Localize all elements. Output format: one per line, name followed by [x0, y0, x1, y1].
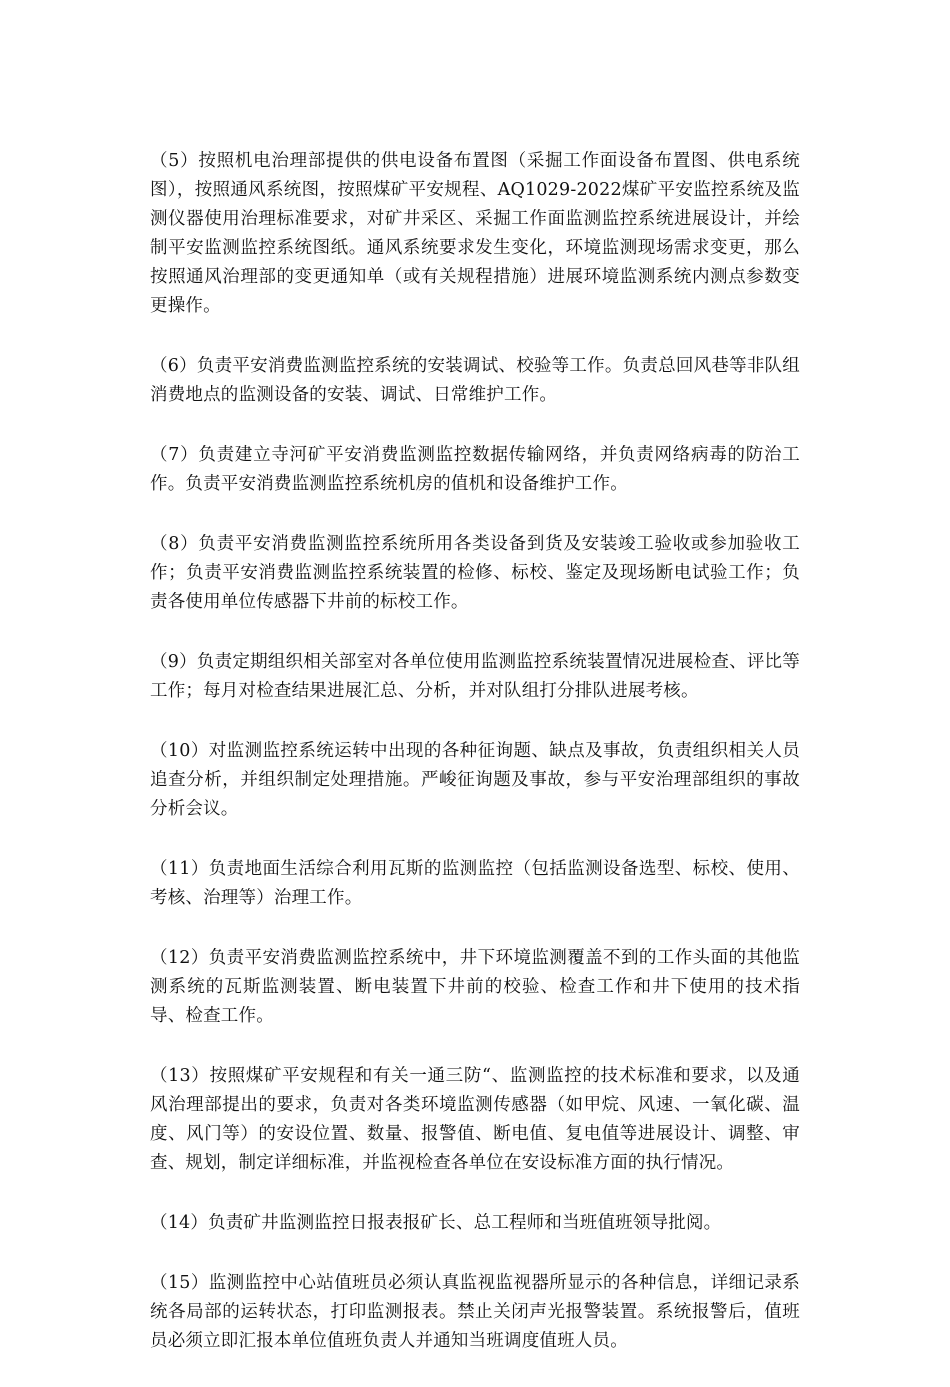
- paragraph-item-14: （14）负责矿井监测监控日报表报矿长、总工程师和当班值班领导批阅。: [150, 1213, 722, 1233]
- paragraph-item-10: （10）对监测监控系统运转中出现的各种征询题、缺点及事故，负责组织相关人员追查分析，并组织制定处理措施。严峻征询题及事故，参与平安治理部组织的事故分析会议。: [150, 741, 800, 819]
- document-body: [150, 147, 800, 1387]
- paragraph-item-7: （7）负责建立寺河矿平安消费监测监控数据传输网络，并负责网络病毒的防治工作。负责平安消费监测监控系统机房的值机和设备维护工作。: [150, 445, 800, 494]
- paragraph-item-12: （12）负责平安消费监测监控系统中，井下环境监测覆盖不到的工作头面的其他监测系统的瓦斯监测装置、断电装置下井前的校验、检查工作和井下使用的技术指导、检查工作。: [150, 948, 800, 1026]
- paragraph-item-11: （11）负责地面生活综合利用瓦斯的监测监控（包括监测设备选型、标校、使用、考核、治理等）治理工作。: [150, 859, 800, 908]
- paragraph-item-8: （8）负责平安消费监测监控系统所用各类设备到货及安装竣工验收或参加验收工作；负责平安消费监测监控系统装置的检修、标校、鉴定及现场断电试验工作；负责各使用单位传感器下井前的标校工作。: [150, 534, 800, 612]
- paragraph-item-5: （5）按照机电治理部提供的供电设备布置图（采掘工作面设备布置图、供电系统图），按照通风系统图，按照煤矿平安规程、AQ1029-2022煤矿平安监控系统及监测仪器使用治理标准要求，对矿井采区、采掘工作面监测监控系统进展设计，并绘制平安监测监控系统图纸。通风系统要求发生变化，环境监测现场需求变更，那么按照通风治理部的变更通知单（或有关规程措施）进展环境监测系统内测点参数变更操作。: [150, 151, 800, 316]
- paragraph-item-15: （15）监测监控中心站值班员必须认真监视监视器所显示的各种信息，详细记录系统各局部的运转状态，打印监测报表。禁止关闭声光报警装置。系统报警后，值班员必须立即汇报本单位值班负责人并通知当班调度值班人员。: [150, 1273, 800, 1351]
- paragraph-item-6: （6）负责平安消费监测监控系统的安装调试、校验等工作。负责总回风巷等非队组消费地点的监测设备的安装、调试、日常维护工作。: [150, 356, 800, 405]
- paragraph-item-9: （9）负责定期组织相关部室对各单位使用监测监控系统装置情况进展检查、评比等工作；每月对检查结果进展汇总、分析，并对队组打分排队进展考核。: [150, 652, 800, 701]
- paragraph-item-13: （13）按照煤矿平安规程和有关一通三防“、监测监控的技术标准和要求，以及通风治理部提出的要求，负责对各类环境监测传感器（如甲烷、风速、一氧化碳、温度、风门等）的安设位置、数量、报警值、断电值、复电值等进展设计、调整、审查、规划，制定详细标准，并监视检查各单位在安设标准方面的执行情况。: [150, 1066, 800, 1173]
